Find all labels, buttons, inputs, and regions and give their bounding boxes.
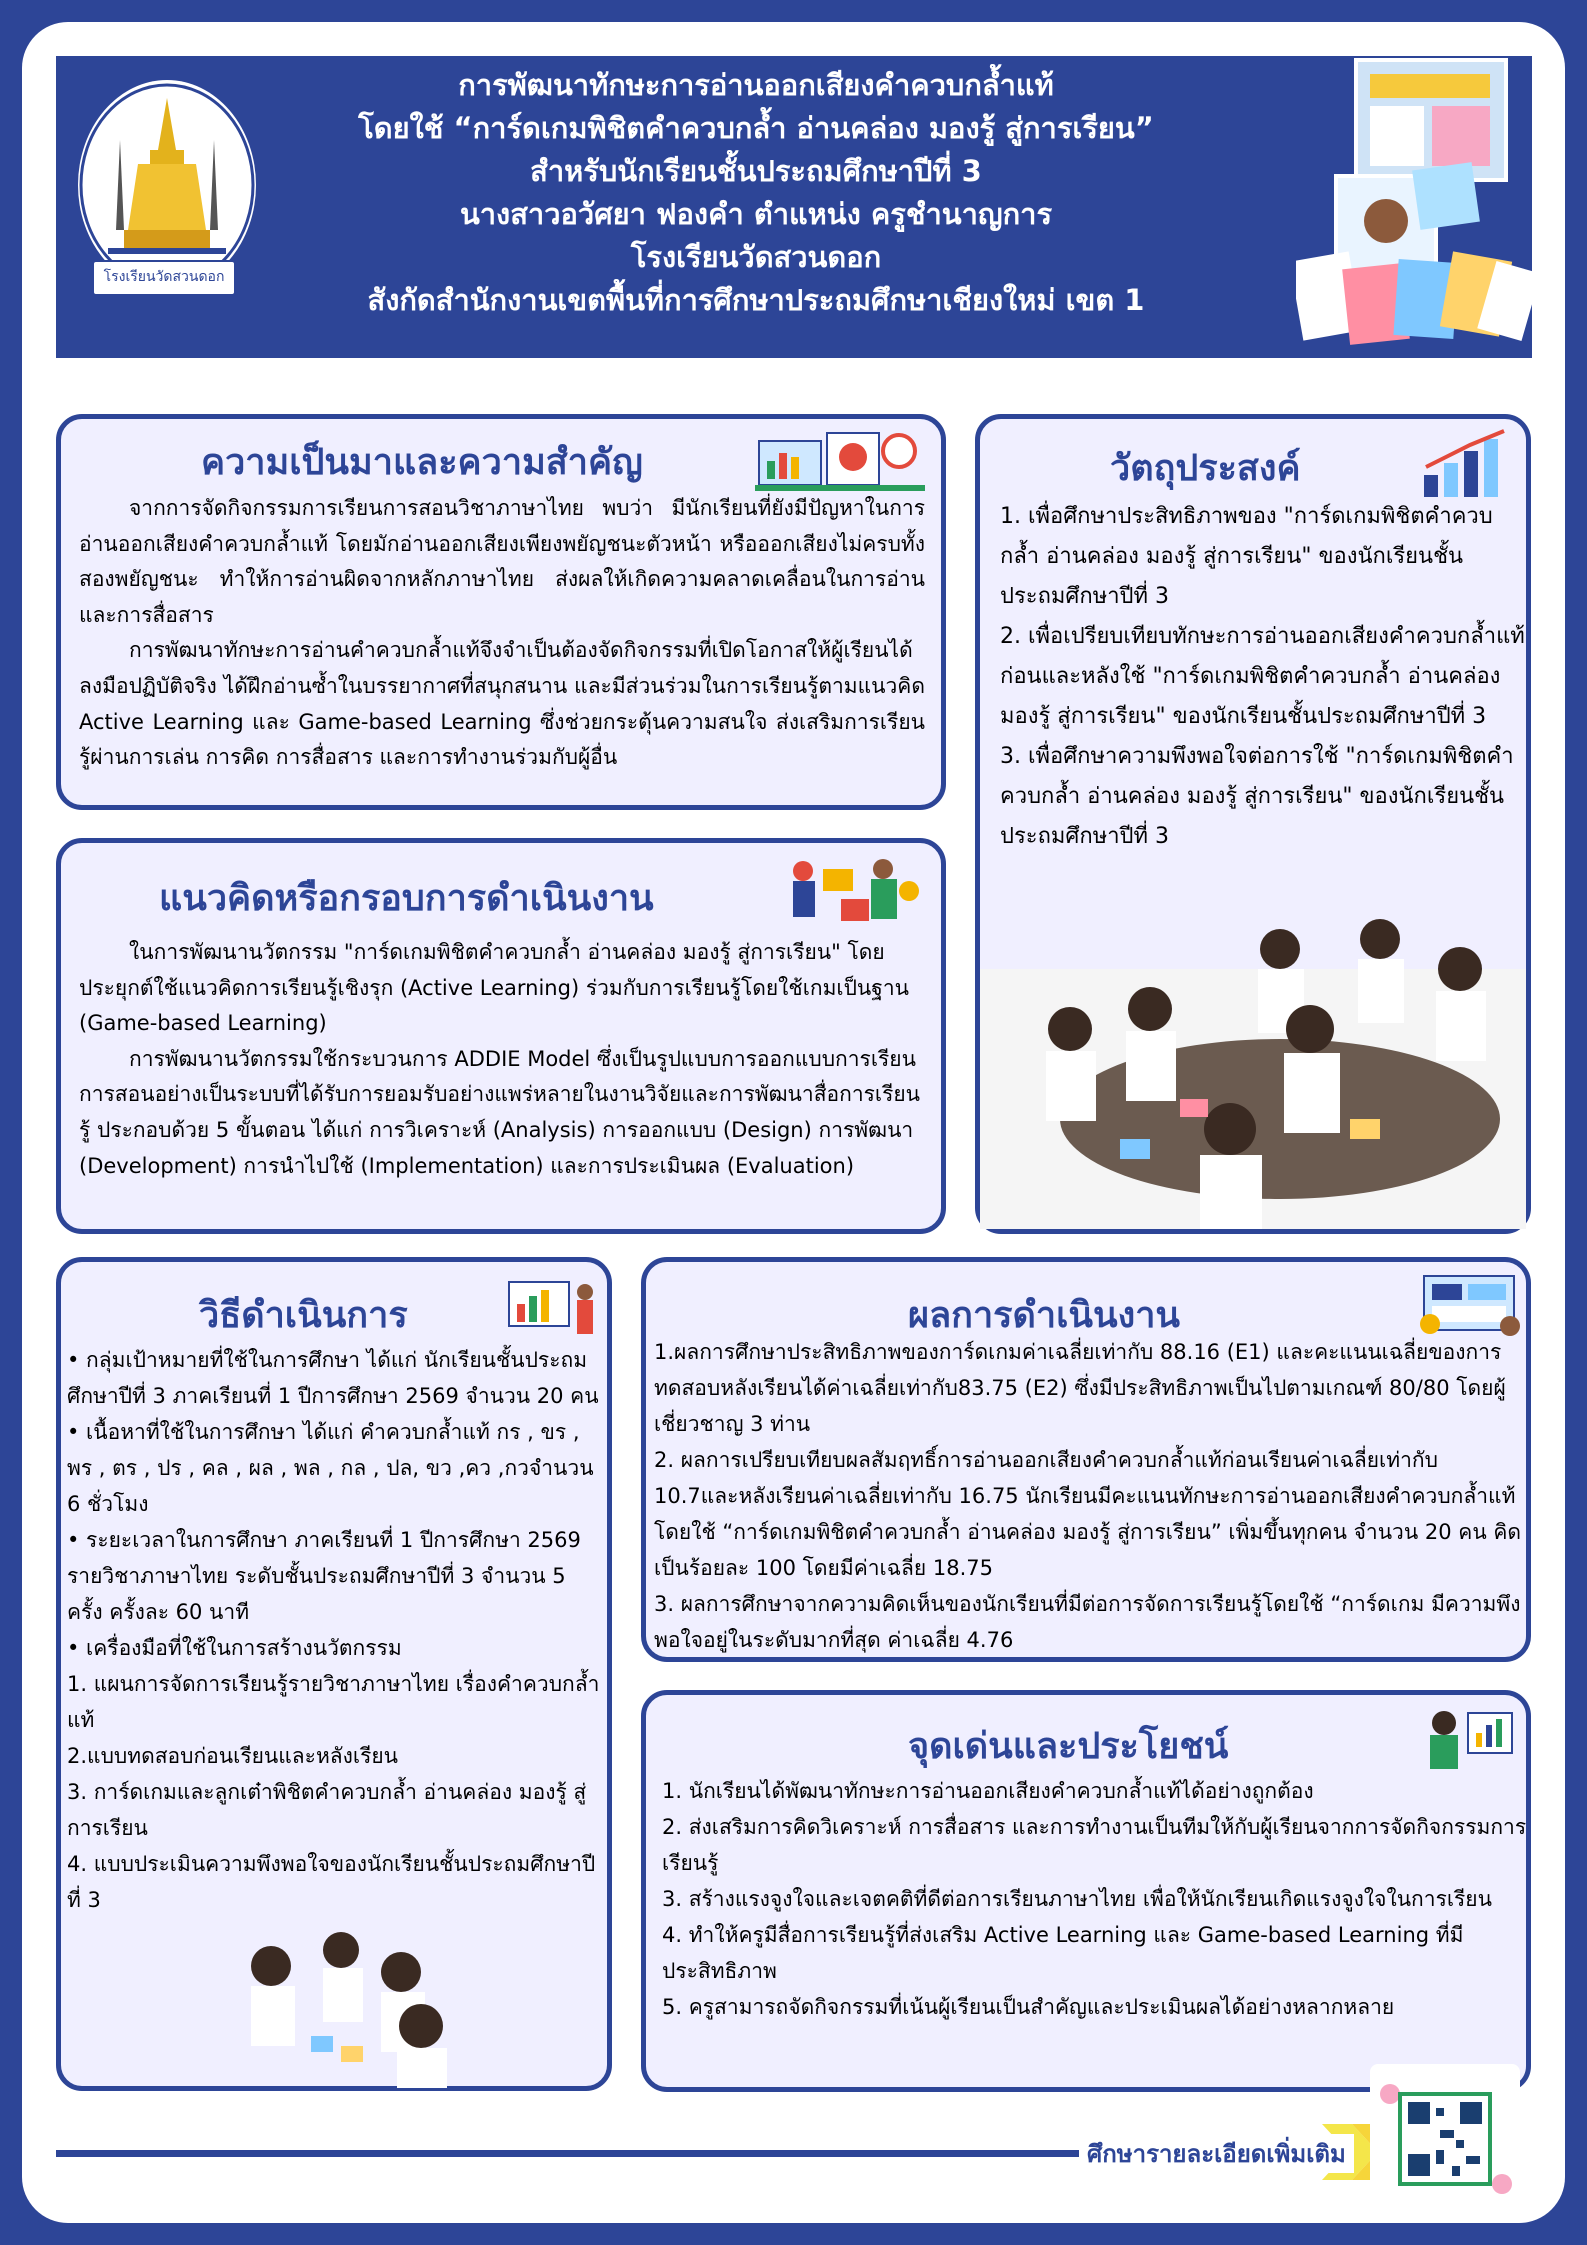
objectives-list — [1000, 497, 1526, 857]
title-line-2: โดยใช้ “การ์ดเกมพิชิตคำควบกล้ำ อ่านคล่อง มองรู้ สู่การเรียน” — [358, 111, 1154, 145]
results-list — [654, 1334, 1526, 1658]
title-line-3: สำหรับนักเรียนชั้นประถมศึกษาปีที่ 3 — [530, 154, 982, 188]
concept-paragraph-2: การพัฒนานวัตกรรมใช้กระบวนการ ADDIE Model ซึ่งเป็นรูปแบบการออกแบบการเรียนการสอนอย่างเป็นระบบที่ได้รับการยอมรับอย่างแพร่หลายในงานวิจัยและการพัฒนาสื่อการเรียนรู้ ประกอบด้วย 5 ขั้นตอน ได้แก่ การวิเคราะห์ (Analysis) การออกแบบ (Design) การพัฒนา (Development) การนำไปใช้ (Implementation) และการประเมินผล (Evaluation) — [79, 1046, 921, 1178]
background-paragraph-2: การพัฒนาทักษะการอ่านคำควบกล้ำแท้จึงจำเป็นต้องจัดกิจกรรมที่เปิดโอกาสให้ผู้เรียนได้ลงมือปฏิบัติจริง ได้ฝึกอ่านซ้ำในบรรยากาศที่สนุกสนาน และมีส่วนร่วมในการเรียนรู้ตามแนวคิด Active Learning และ Game-based Learning ซึ่งช่วยกระตุ้นความสนใจ ส่งเสริมการเรียนรู้ผ่านการเล่น การคิด การสื่อสาร และการทำงานร่วมกับผู้อื่น — [79, 638, 925, 770]
method-card — [56, 1257, 612, 2091]
highlight-item: 3. สร้างแรงจูงใจและเจตคติที่ดีต่อการเรียนภาษาไทย เพื่อให้นักเรียนเกิดแรงจูงใจในการเรียน — [662, 1887, 1492, 1911]
growth-chart-icon — [1420, 427, 1516, 501]
presentation-chart-icon — [505, 1276, 601, 1340]
method-item: • ระยะเวลาในการศึกษา ภาคเรียนที่ 1 ปีการศึกษา 2569 รายวิชาภาษาไทย ระดับชั้นประถมศึกษาปีที่ 3 จำนวน 5 ครั้ง ครั้งละ 60 นาที — [67, 1528, 581, 1624]
concept-card — [56, 838, 946, 1234]
method-list — [67, 1342, 607, 1918]
logo-school-name: โรงเรียนวัดสวนดอก — [92, 260, 236, 296]
method-item: 1. แผนการจัดการเรียนรู้รายวิชาภาษาไทย เรื่องคำควบกล้ำแท้ — [67, 1672, 600, 1732]
dashboard-illustration-icon — [1414, 1272, 1524, 1342]
objectives-card — [975, 414, 1531, 1234]
method-item: • เนื้อหาที่ใช้ในการศึกษา ได้แก่ คำควบกล้ำแท้ กร , ขร , พร , ตร , ปร , คล , ผล , พล , กล , ปล, ขว ,คว ,กวจำนวน 6 ชั่วโมง — [67, 1420, 594, 1516]
title-line-1: การพัฒนาทักษะการอ่านออกเสียงคำควบกล้ำแท้ — [458, 68, 1054, 102]
highlight-item: 4. ทำให้ครูมีสื่อการเรียนรู้ที่ส่งเสริม Active Learning และ Game-based Learning ที่มีประสิทธิภาพ — [662, 1923, 1464, 1983]
method-item: 2.แบบทดสอบก่อนเรียนและหลังเรียน — [67, 1744, 399, 1768]
method-title: วิธีดำเนินการ — [199, 1295, 408, 1336]
poster-title — [226, 64, 1286, 322]
highlight-item: 1. นักเรียนได้พัฒนาทักษะการอ่านออกเสียงคำควบกล้ำแท้ได้อย่างถูกต้อง — [662, 1779, 1314, 1803]
results-title: ผลการดำเนินงาน — [908, 1295, 1181, 1336]
team-working-illustration-icon — [783, 851, 923, 927]
title-line-6: สังกัดสำนักงานเขตพื้นที่การศึกษาประถมศึกษาเชียงใหม่ เขต 1 — [367, 283, 1145, 317]
more-details-label: ศึกษารายละเอียดเพิ่มเติม — [1079, 2134, 1354, 2173]
method-item: • เครื่องมือที่ใช้ในการสร้างนวัตกรรม — [67, 1636, 402, 1660]
highlights-title: จุดเด่นและประโยชน์ — [908, 1726, 1229, 1767]
result-item: 3. ผลการศึกษาจากความคิดเห็นของนักเรียนที่มีต่อการจัดการเรียนรู้โดยใช้ “การ์ดเกม มีความพึงพอใจอยู่ในระดับมากที่สุด ค่าเฉลี่ย 4.76 — [654, 1592, 1521, 1652]
highlight-item: 2. ส่งเสริมการคิดวิเคราะห์ การสื่อสาร และการทำงานเป็นทีมให้กับผู้เรียนจากการจัดกิจกรรมการเรียนรู้ — [662, 1815, 1527, 1875]
result-item: 2. ผลการเปรียบเทียบผลสัมฤทธิ์การอ่านออกเสียงคำควบกล้ำแท้ก่อนเรียนค่าเฉลี่ยเท่ากับ 10.7และหลังเรียนค่าเฉลี่ยเท่ากับ 16.75 นักเรียนมีคะแนนทักษะการอ่านออกเสียงคำควบกล้ำแท้ โดยใช้ “การ์ดเกมพิชิตคำควบกล้ำ อ่านคล่อง มองรู้ สู่การเรียน” เพิ่มขึ้นทุกคน จำนวน 20 คน คิดเป็นร้อยละ 100 โดยมีค่าเฉลี่ย 18.75 — [654, 1448, 1522, 1580]
title-line-4: นางสาวอวัศยา ฟองคำ ตำแหน่ง ครูชำนาญการ — [459, 197, 1053, 231]
qr-code[interactable] — [1370, 2064, 1520, 2214]
title-line-5: โรงเรียนวัดสวนดอก — [630, 240, 882, 274]
students-playing-photo — [980, 909, 1526, 1229]
card-game-photo — [1296, 56, 1532, 348]
objective-item: 3. เพื่อศึกษาความพึงพอใจต่อการใช้ "การ์ดเกมพิชิตคำควบกล้ำ อ่านคล่อง มองรู้ สู่การเรียน" ของนักเรียนชั้นประถมศึกษาปีที่ 3 — [1000, 744, 1514, 849]
results-card — [641, 1257, 1531, 1662]
concept-title: แนวคิดหรือกรอบการดำเนินงาน — [159, 878, 654, 919]
result-item: 1.ผลการศึกษาประสิทธิภาพของการ์ดเกมค่าเฉลี่ยเท่ากับ 88.16 (E1) และคะแนนเฉลี่ยของการทดสอบหลังเรียนได้ค่าเฉลี่ยเท่ากับ83.75 (E2) ซึ่งมีประสิทธิภาพเป็นไปตามเกณฑ์ 80/80 โดยผู้เชี่ยวชาญ 3 ท่าน — [654, 1340, 1506, 1436]
students-group-photo — [221, 1926, 461, 2088]
analysis-illustration-icon — [1420, 1705, 1516, 1771]
objective-item: 1. เพื่อศึกษาประสิทธิภาพของ "การ์ดเกมพิชิตคำควบกล้ำ อ่านคล่อง มองรู้ สู่การเรียน" ของนักเรียนชั้นประถมศึกษาปีที่ 3 — [1000, 504, 1493, 609]
background-card — [56, 414, 946, 810]
background-body — [79, 491, 925, 776]
objectives-title: วัตถุประสงค์ — [1110, 448, 1301, 489]
highlight-item: 5. ครูสามารถจัดกิจกรรมที่เน้นผู้เรียนเป็นสำคัญและประเมินผลได้อย่างหลากหลาย — [662, 1995, 1395, 2019]
background-paragraph-1: จากการจัดกิจกรรมการเรียนการสอนวิชาภาษาไทย พบว่า มีนักเรียนที่ยังมีปัญหาในการอ่านออกเสียงคำควบกล้ำแท้ โดยมักอ่านออกเสียงเพียงพยัญชนะตัวหน้า หรือออกเสียงไม่ครบทั้งสองพยัญชนะ ทำให้การอ่านผิดจากหลักภาษาไทย ส่งผลให้เกิดความคลาดเคลื่อนในการอ่านและการสื่อสาร — [79, 496, 925, 627]
method-item: • กลุ่มเป้าหมายที่ใช้ในการศึกษา ได้แก่ นักเรียนชั้นประถมศึกษาปีที่ 3 ภาคเรียนที่ 1 ปีการศึกษา 2569 จำนวน 20 คน — [67, 1348, 599, 1408]
objective-item: 2. เพื่อเปรียบเทียบทักษะการอ่านออกเสียงคำควบกล้ำแท้ก่อนและหลังใช้ "การ์ดเกมพิชิตคำควบกล้ำ อ่านคล่อง มองรู้ สู่การเรียน" ของนักเรียนชั้นประถมศึกษาปีที่ 3 — [1000, 624, 1525, 729]
background-title: ความเป็นมาและความสำคัญ — [201, 442, 643, 483]
highlights-list — [662, 1773, 1528, 2025]
method-item: 4. แบบประเมินความพึงพอใจของนักเรียนชั้นประถมศึกษาปีที่ 3 — [67, 1852, 596, 1912]
concept-paragraph-1: ในการพัฒนานวัตกรรม "การ์ดเกมพิชิตคำควบกล้ำ อ่านคล่อง มองรู้ สู่การเรียน" โดยประยุกต์ใช้แนวคิดการเรียนรู้เชิงรุก (Active Learning) ร่วมกับการเรียนรู้โดยใช้เกมเป็นฐาน (Game-based Learning) — [79, 940, 910, 1036]
highlights-card — [641, 1690, 1531, 2092]
header-banner — [56, 56, 1532, 358]
concept-body — [79, 935, 925, 1184]
method-item: 3. การ์ดเกมและลูกเต๋าพิชิตคำควบกล้ำ อ่านคล่อง มองรู้ สู่การเรียน — [67, 1780, 587, 1840]
analytics-illustration-icon — [755, 427, 925, 493]
